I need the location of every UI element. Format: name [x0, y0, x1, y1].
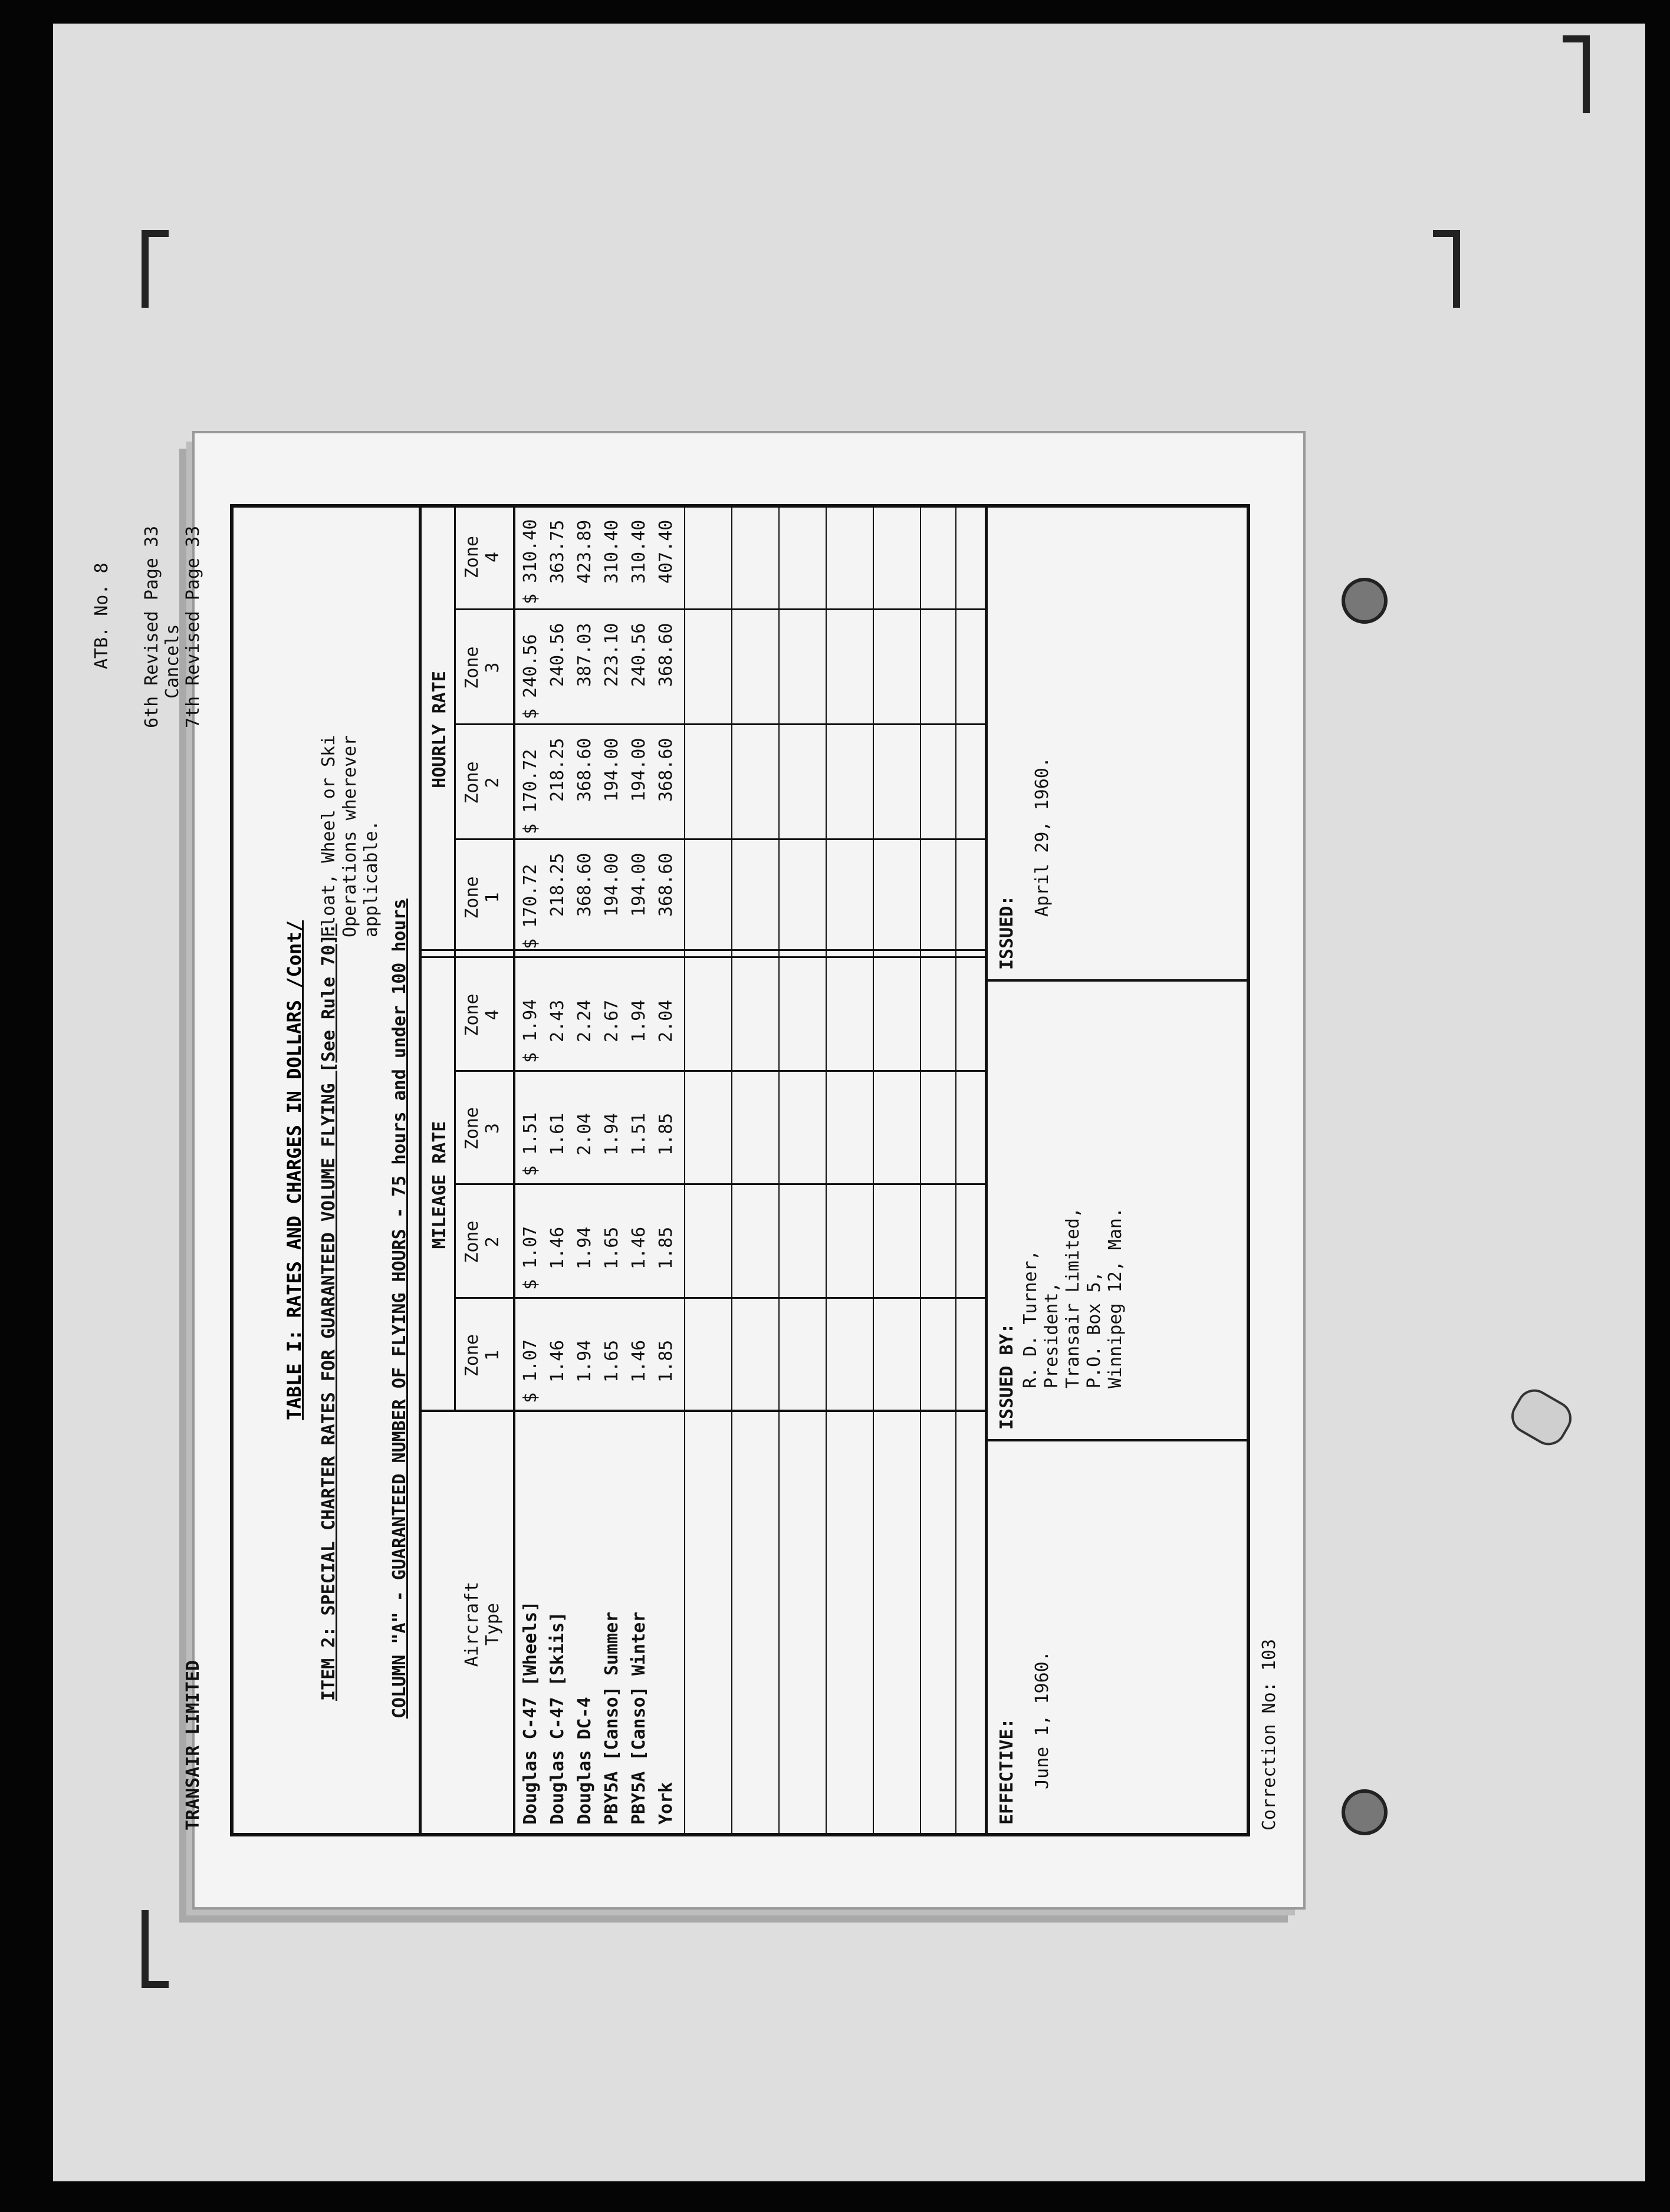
zone-number-m2: 2 — [482, 1236, 503, 1247]
hourly-zone-1: 368.60 — [656, 852, 676, 917]
mileage-zone-1: 1.94 — [574, 1339, 595, 1382]
zone-number-m3: 3 — [482, 1123, 503, 1134]
mileage-zone-1: 1.46 — [547, 1339, 568, 1382]
hourly-zone-2: 218.25 — [547, 738, 568, 802]
crop-mark-far-right — [1563, 35, 1590, 113]
mileage-zone-3: 1.61 — [547, 1112, 568, 1156]
zone-rule-m4 — [454, 1070, 985, 1072]
hourly-zone-1: 194.00 — [601, 852, 622, 917]
correction-number: Correction No: 103 — [1259, 1638, 1280, 1831]
item-title: ITEM 2: SPECIAL CHARTER RATES FOR GUARANTEED VOLUME FLYING [See Rule 70]: — [318, 923, 339, 1701]
company-name: TRANSAIR LIMITED — [183, 1660, 203, 1831]
mileage-zone-1: 1.46 — [629, 1339, 649, 1382]
zone-number-h2: 2 — [482, 777, 503, 788]
cancels-label: Cancels — [162, 624, 183, 699]
zone-rule-m3 — [454, 1183, 985, 1185]
hourly-zone-1: 218.25 — [547, 852, 568, 917]
rotated-rate-sheet — [91, 504, 1280, 1836]
mileage-zone-2: 1.94 — [574, 1226, 595, 1269]
mileage-zone-4: 2.67 — [601, 999, 622, 1042]
hourly-zone-3: 223.10 — [601, 623, 622, 687]
zone-label-m3: Zone — [462, 1107, 482, 1150]
mileage-zone-3: 1.51 — [629, 1112, 649, 1156]
mileage-zone-1: $ 1.07 — [520, 1339, 541, 1403]
hourly-zone-3: 240.56 — [547, 623, 568, 687]
mileage-zone-1: 1.85 — [656, 1339, 676, 1382]
zone-label-h4: Zone — [462, 535, 482, 579]
aircraft-header-2: Type — [482, 1602, 503, 1646]
hourly-zone-3: 368.60 — [656, 623, 676, 687]
zone-rule-m2 — [454, 1297, 985, 1299]
issued-by-label: ISSUED BY: — [997, 1323, 1017, 1430]
hourly-zone-3: $ 240.56 — [520, 634, 541, 719]
zone-number-h1: 1 — [482, 892, 503, 903]
hourly-zone-2: 194.00 — [629, 738, 649, 802]
aircraft-name: PBY5A [Canso] Summer — [601, 1611, 622, 1825]
hourly-zone-4: 407.40 — [656, 519, 676, 584]
mileage-hourly-rule — [419, 949, 985, 958]
issued-by-box: P.O. Box 5, — [1084, 1271, 1104, 1388]
effective-label: EFFECTIVE: — [997, 1718, 1017, 1825]
hourly-zone-2: 368.60 — [574, 738, 595, 802]
hourly-zone-1: 194.00 — [629, 852, 649, 917]
hourly-zone-4: 310.40 — [629, 519, 649, 584]
footer-divider-1 — [985, 1439, 1250, 1441]
mileage-zone-3: $ 1.51 — [520, 1112, 541, 1176]
zone-label-m2: Zone — [462, 1220, 482, 1263]
mileage-zone-2: 1.65 — [601, 1226, 622, 1269]
row-rule — [684, 504, 685, 1836]
item-note-3: applicable. — [361, 820, 382, 937]
zone-label-h1: Zone — [462, 876, 482, 919]
aircraft-header-1: Aircraft — [462, 1581, 482, 1667]
crop-mark-top-right — [1433, 230, 1460, 308]
footer-divider-2 — [985, 979, 1250, 982]
issued-label: ISSUED: — [997, 895, 1017, 970]
issued-by-title: President, — [1041, 1282, 1062, 1388]
zone-rule-h2 — [454, 838, 985, 840]
row-rule — [920, 504, 921, 1836]
mileage-zone-4: 1.94 — [629, 999, 649, 1042]
header-bottom-rule — [513, 504, 515, 1836]
row-rule — [731, 504, 732, 1836]
hourly-zone-3: 240.56 — [629, 623, 649, 687]
item-note-1: Float, Wheel or Ski — [318, 735, 339, 937]
hourly-zone-4: 363.75 — [547, 519, 568, 584]
issued-by-name: R. D. Turner, — [1020, 1250, 1041, 1388]
hourly-zone-1: $ 170.72 — [520, 864, 541, 949]
zone-label-m4: Zone — [462, 993, 482, 1036]
binder-hole-top — [1342, 578, 1388, 624]
hourly-zone-4: 310.40 — [601, 519, 622, 584]
zone-number-m1: 1 — [482, 1349, 503, 1361]
mileage-rate-header: MILEAGE RATE — [429, 1121, 450, 1249]
hourly-rate-header: HOURLY RATE — [429, 671, 450, 788]
sheet-border — [230, 504, 1250, 1836]
mileage-zone-3: 2.04 — [574, 1112, 595, 1156]
aircraft-name: York — [656, 1782, 676, 1825]
aircraft-name: Douglas C-47 [Skiis] — [547, 1611, 568, 1825]
zone-number-h3: 3 — [482, 662, 503, 673]
hourly-zone-1: 368.60 — [574, 852, 595, 917]
row-rule — [873, 504, 874, 1836]
mileage-zone-2: 1.85 — [656, 1226, 676, 1269]
table-title: TABLE I: RATES AND CHARGES IN DOLLARS /Cont/ — [283, 920, 305, 1420]
binder-hole-bottom — [1342, 1789, 1388, 1835]
row-rule — [826, 504, 827, 1836]
mileage-zone-3: 1.94 — [601, 1112, 622, 1156]
zone-header-rule — [454, 504, 456, 1412]
zone-label-m1: Zone — [462, 1334, 482, 1377]
zone-label-h3: Zone — [462, 646, 482, 689]
mileage-zone-4: $ 1.94 — [520, 999, 541, 1063]
crop-mark-bottom-left — [142, 1910, 169, 1988]
atb-number: ATB. No. 8 — [91, 562, 112, 669]
zone-number-m4: 4 — [482, 1009, 503, 1021]
mileage-zone-1: 1.65 — [601, 1339, 622, 1382]
document-page — [91, 433, 1303, 1907]
hourly-zone-4: $ 310.40 — [520, 519, 541, 604]
aircraft-name: Douglas C-47 [Wheels] — [520, 1601, 541, 1825]
crop-mark-top-left — [142, 230, 169, 308]
cancels-page: 6th Revised Page 33 — [142, 525, 162, 728]
zone-label-h2: Zone — [462, 761, 482, 804]
mileage-zone-4: 2.04 — [656, 999, 676, 1042]
aircraft-column-rule — [419, 1410, 985, 1412]
page-revision: 7th Revised Page 33 — [183, 525, 203, 728]
mileage-zone-3: 1.85 — [656, 1112, 676, 1156]
row-rule — [955, 504, 956, 1836]
column-title: COLUMN "A" - GUARANTEED NUMBER OF FLYING HOURS - 75 hours and under 100 hours — [389, 898, 410, 1719]
mileage-zone-2: $ 1.07 — [520, 1226, 541, 1290]
zone-rule-h3 — [454, 723, 985, 725]
item-note-2: Operations wherever — [340, 735, 360, 937]
zone-number-h4: 4 — [482, 551, 503, 563]
hourly-zone-4: 423.89 — [574, 519, 595, 584]
aircraft-name: Douglas DC-4 — [574, 1697, 595, 1825]
mileage-zone-2: 1.46 — [629, 1226, 649, 1269]
mileage-zone-2: 1.46 — [547, 1226, 568, 1269]
mileage-zone-4: 2.43 — [547, 999, 568, 1042]
zone-rule-h4 — [454, 608, 985, 610]
aircraft-name: PBY5A [Canso] Winter — [629, 1611, 649, 1825]
mileage-zone-4: 2.24 — [574, 999, 595, 1042]
hourly-zone-3: 387.03 — [574, 623, 595, 687]
issued-by-city: Winnipeg 12, Man. — [1105, 1207, 1126, 1388]
issued-date: April 29, 1960. — [1032, 757, 1053, 917]
effective-date: June 1, 1960. — [1032, 1651, 1053, 1789]
hourly-zone-2: 194.00 — [601, 738, 622, 802]
hourly-zone-2: $ 170.72 — [520, 749, 541, 834]
row-rule — [778, 504, 780, 1836]
table-top-rule — [419, 504, 422, 1836]
hourly-zone-2: 368.60 — [656, 738, 676, 802]
footer-top-rule — [985, 504, 988, 1836]
issued-by-company: Transair Limited, — [1063, 1207, 1083, 1388]
